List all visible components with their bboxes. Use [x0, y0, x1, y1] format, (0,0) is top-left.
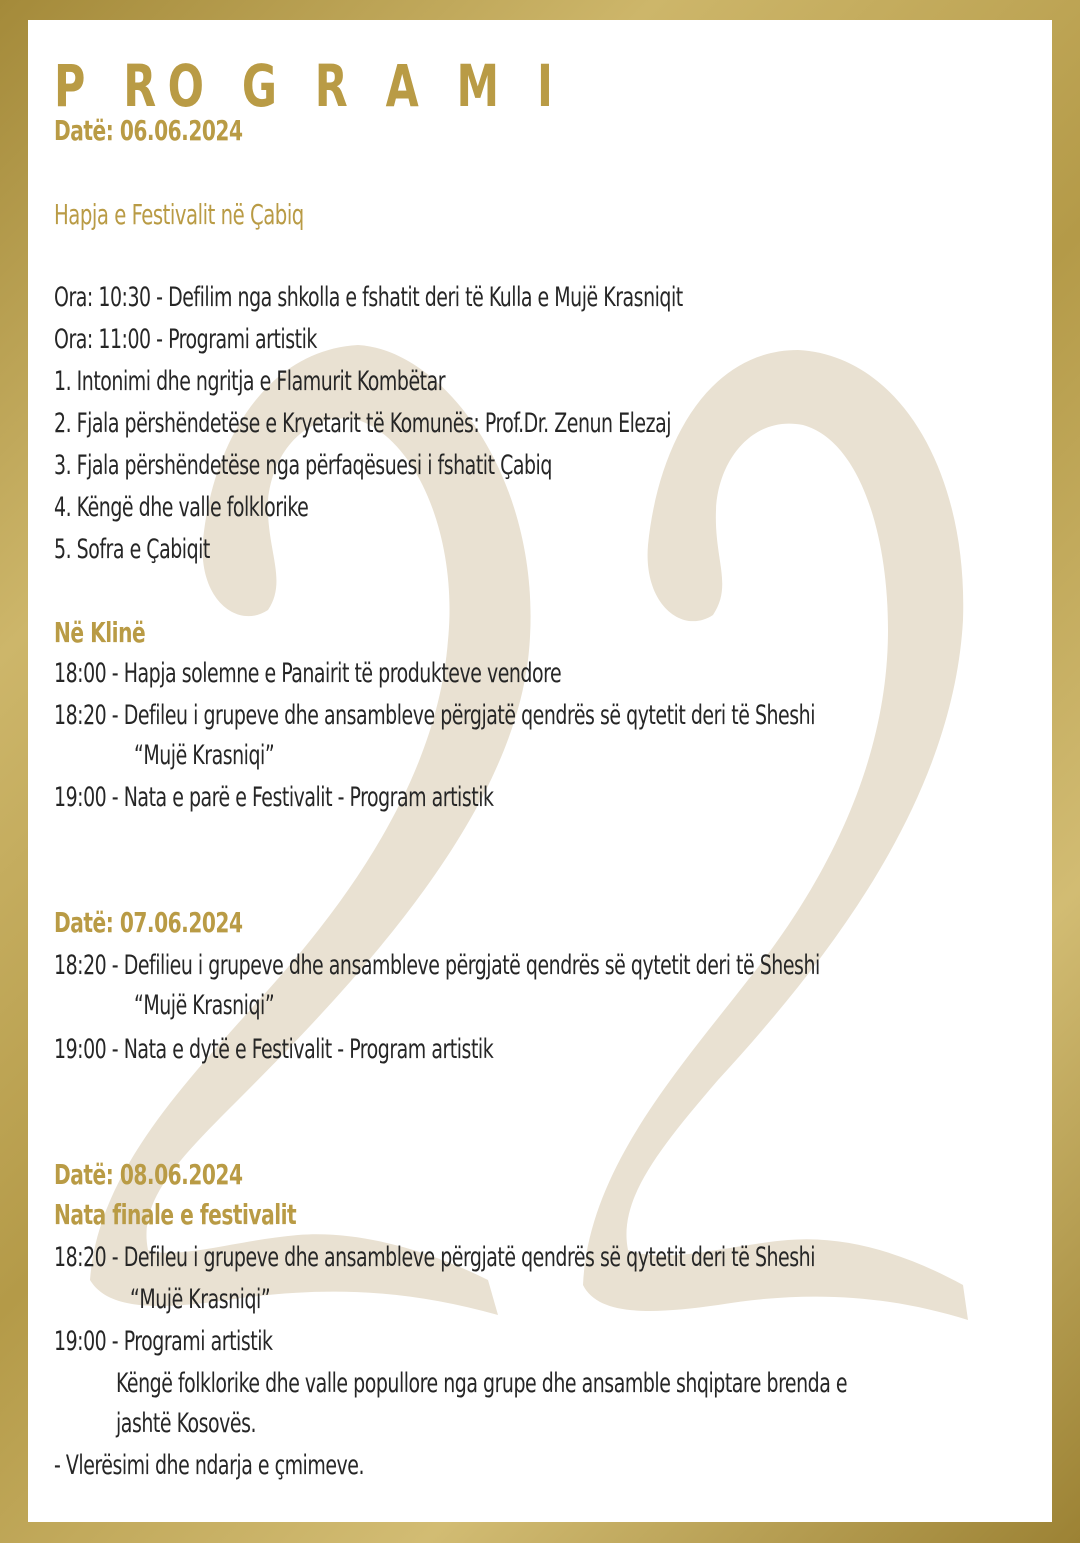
klina-item: 18:00 - Hapja solemne e Panairit të produkteve vendore	[54, 658, 562, 689]
klina-item-continued: “Mujë Krasniqi”	[134, 740, 275, 771]
day3-subtitle: Nata finale e festivalit	[54, 1198, 297, 1231]
day1-list-item: 2. Fjala përshëndetëse e Kryetarit të Komunës: Prof.Dr. Zenun Elezaj	[54, 408, 672, 439]
day2-item-continued: “Mujë Krasniqi”	[134, 990, 275, 1021]
page-title: P RO G R A M I	[54, 52, 565, 120]
program-page	[28, 20, 1052, 1522]
day1-list-item: 3. Fjala përshëndetëse nga përfaqësuesi i fshatit Çabiq	[54, 450, 552, 481]
day1-item: Ora: 10:30 - Defilim nga shkolla e fshatit deri të Kulla e Mujë Krasniqit	[54, 282, 683, 313]
program-content	[28, 20, 1052, 1522]
day2-date: Datë: 07.06.2024	[54, 906, 243, 939]
day1-list-item: 4. Këngë dhe valle folklorike	[54, 492, 309, 523]
klina-item: 18:20 - Defileu i grupeve dhe ansambleve përgjatë qendrës së qytetit deri të Sheshi	[54, 700, 815, 731]
klina-heading: Në Klinë	[54, 616, 146, 649]
day3-date: Datë: 08.06.2024	[54, 1158, 243, 1191]
day2-item: 18:20 - Defilieu i grupeve dhe ansambleve përgjatë qendrës së qytetit deri të Sheshi	[54, 950, 820, 981]
day1-list-item: 5. Sofra e Çabiqit	[54, 534, 210, 565]
day3-description-continued: jashtë Kosovës.	[116, 1408, 257, 1439]
klina-item: 19:00 - Nata e parë e Festivalit - Program artistik	[54, 782, 494, 813]
day1-item: Ora: 11:00 - Programi artistik	[54, 324, 317, 355]
day3-item-continued: “Mujë Krasniqi”	[130, 1284, 271, 1315]
day1-list-item: 1. Intonimi dhe ngritja e Flamurit Kombëtar	[54, 366, 446, 397]
day3-item: 19:00 - Programi artistik	[54, 1326, 273, 1357]
day2-item: 19:00 - Nata e dytë e Festivalit - Program artistik	[54, 1034, 494, 1065]
day3-bullet: - Vlerësimi dhe ndarja e çmimeve.	[54, 1450, 365, 1481]
day1-subtitle: Hapja e Festivalit në Çabiq	[54, 198, 304, 231]
day3-item: 18:20 - Defileu i grupeve dhe ansambleve përgjatë qendrës së qytetit deri të Sheshi	[54, 1242, 815, 1273]
day3-description: Këngë folklorike dhe valle popullore nga grupe dhe ansamble shqiptare brenda e	[116, 1368, 848, 1399]
day1-date: Datë: 06.06.2024	[54, 114, 243, 147]
